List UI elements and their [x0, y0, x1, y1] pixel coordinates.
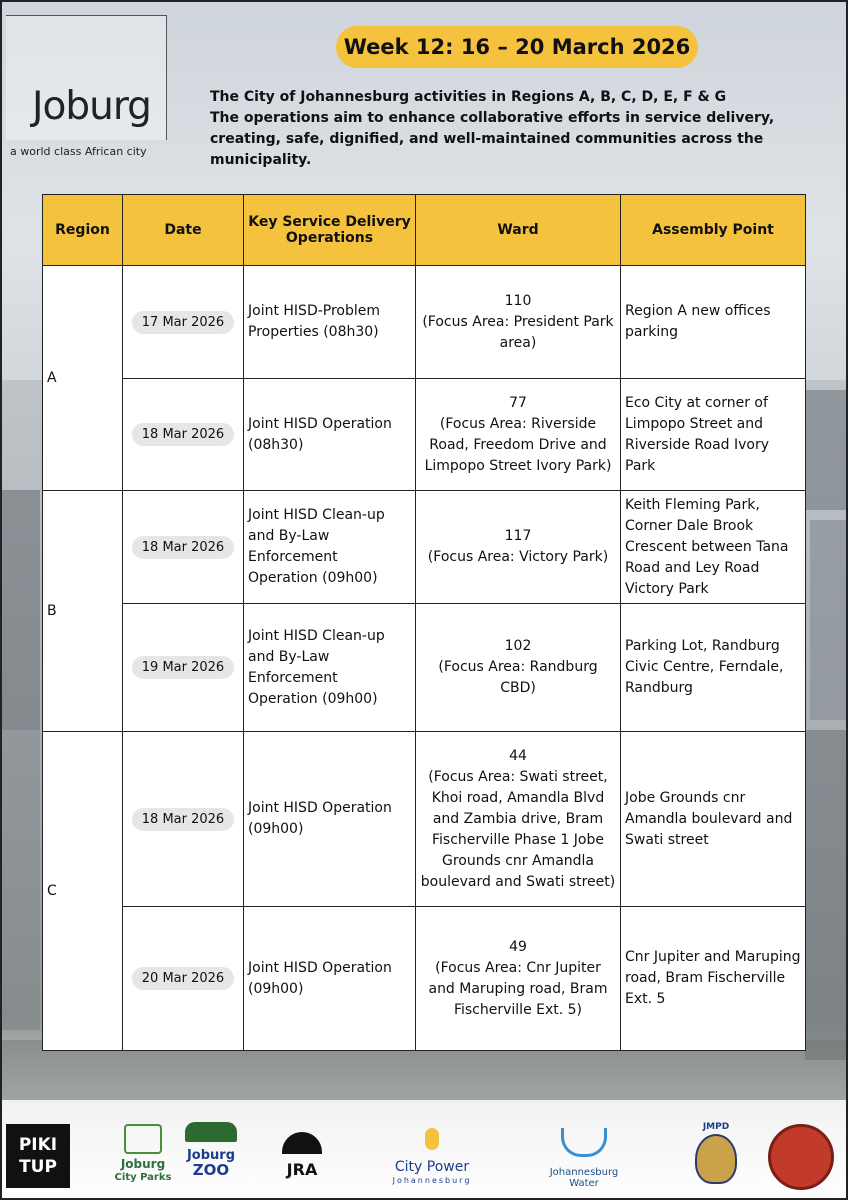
partner-logos-footer	[0, 1110, 848, 1200]
ward-cell: 49 (Focus Area: Cnr Jupiter and Maruping road, Bram Fischerville Ext. 5)	[416, 907, 621, 1051]
assembly-point-cell: Jobe Grounds cnr Amandla boulevard and Swati street	[621, 732, 806, 907]
header-assembly-point: Assembly Point	[621, 195, 806, 266]
operations-cell: Joint HISD Operation (09h00)	[244, 907, 416, 1051]
header-region: Region	[43, 195, 123, 266]
header-operations: Key Service Delivery Operations	[244, 195, 416, 266]
ward-cell: 44 (Focus Area: Swati street, Khoi road, Amandla Blvd and Zambia drive, Bram Fischerville Phase 1 Jobe Grounds cnr Amandla boulevard and Swati street)	[416, 732, 621, 907]
joburg-logo-text: Joburg	[32, 84, 151, 129]
schedule-table	[42, 194, 806, 1051]
date-cell	[123, 491, 244, 604]
intro-line-1: The City of Johannesburg activities in Regions A, B, C, D, E, F & G	[210, 89, 727, 105]
date-pill: 20 Mar 2026	[132, 967, 234, 990]
ward-cell: 110 (Focus Area: President Park area)	[416, 266, 621, 379]
table-row	[43, 266, 806, 379]
table-row	[43, 604, 806, 732]
water-wave-icon	[561, 1128, 607, 1157]
date-pill: 19 Mar 2026	[132, 656, 234, 679]
operations-cell: Joint HISD Clean-up and By-Law Enforcement Operation (09h00)	[244, 604, 416, 732]
operations-cell: Joint HISD Clean-up and By-Law Enforcement Operation (09h00)	[244, 491, 416, 604]
week-title-badge: Week 12: 16 – 20 March 2026	[336, 26, 698, 68]
assembly-point-cell: Keith Fleming Park, Corner Dale Brook Crescent between Tana Road and Ley Road Victory Park	[621, 491, 806, 604]
date-pill: 18 Mar 2026	[132, 808, 234, 831]
table-row	[43, 732, 806, 907]
jra-logo: JRA	[272, 1132, 332, 1179]
police-badge-icon	[695, 1134, 737, 1184]
date-cell	[123, 732, 244, 907]
operations-cell: Joint HISD-Problem Properties (08h30)	[244, 266, 416, 379]
intro-line-2: The operations aim to enhance collaborative efforts in service delivery, creating, safe, dignified, and well-maintained communities across the municipality.	[210, 110, 775, 168]
region-cell: B	[43, 491, 123, 732]
logo-tagline: a world class African city	[10, 145, 147, 158]
table-row	[43, 907, 806, 1051]
ward-cell: 102 (Focus Area: Randburg CBD)	[416, 604, 621, 732]
pikitup-logo: PIKI TUP	[6, 1124, 70, 1188]
emergency-services-logo	[768, 1124, 834, 1190]
header-date: Date	[123, 195, 244, 266]
date-cell	[123, 379, 244, 491]
date-pill: 17 Mar 2026	[132, 311, 234, 334]
assembly-point-cell: Eco City at corner of Limpopo Street and Riverside Road Ivory Park	[621, 379, 806, 491]
assembly-point-cell: Region A new offices parking	[621, 266, 806, 379]
table-row	[43, 491, 806, 604]
joburg-logo	[6, 15, 167, 140]
table-header-row	[43, 195, 806, 266]
ward-cell: 77 (Focus Area: Riverside Road, Freedom Drive and Limpopo Street Ivory Park)	[416, 379, 621, 491]
date-pill: 18 Mar 2026	[132, 536, 234, 559]
date-pill: 18 Mar 2026	[132, 423, 234, 446]
ward-cell: 117 (Focus Area: Victory Park)	[416, 491, 621, 604]
date-cell	[123, 604, 244, 732]
region-cell: A	[43, 266, 123, 491]
city-power-icon	[425, 1128, 439, 1150]
intro-text	[210, 87, 830, 171]
joburg-zoo-logo: Joburg ZOO	[180, 1122, 242, 1178]
jmpd-badge-logo: JMPD	[688, 1122, 744, 1184]
johannesburg-water-logo: Johannesburg Water	[534, 1128, 634, 1189]
city-power-logo: City Power Johannesburg	[372, 1128, 492, 1188]
date-cell	[123, 907, 244, 1051]
joburg-city-parks-logo: Joburg City Parks	[112, 1124, 174, 1184]
date-cell	[123, 266, 244, 379]
operations-cell: Joint HISD Operation (08h30)	[244, 379, 416, 491]
assembly-point-cell: Parking Lot, Randburg Civic Centre, Ferndale, Randburg	[621, 604, 806, 732]
table-row	[43, 379, 806, 491]
operations-cell: Joint HISD Operation (09h00)	[244, 732, 416, 907]
header-ward: Ward	[416, 195, 621, 266]
region-cell: C	[43, 732, 123, 1051]
assembly-point-cell: Cnr Jupiter and Maruping road, Bram Fischerville Ext. 5	[621, 907, 806, 1051]
